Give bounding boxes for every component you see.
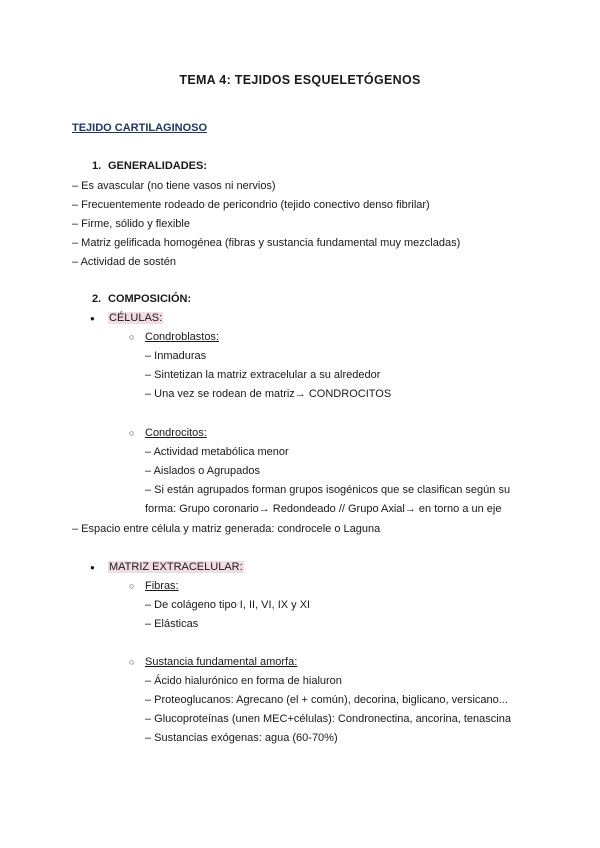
list-item: forma: Grupo coronario→ Redondeado // Grupo Axial→ en torno a un eje [145,503,502,515]
section-1-heading: GENERALIDADES: [108,160,208,172]
list-item: – Matriz gelificada homogénea (fibras y sustancia fundamental muy mezcladas) [72,237,461,249]
list-item: – Ácido hialurónico en forma de hialuron [145,675,342,687]
sub-bullet-icon: ○ [129,657,135,667]
list-item: – Es avascular (no tiene vasos ni nervios) [72,180,276,192]
list-item: – Firme, sólido y flexible [72,218,190,230]
section-heading[interactable]: TEJIDO CARTILAGINOSO [72,122,208,134]
list-item: – Espacio entre célula y matriz generada: condrocele o Laguna [72,523,381,535]
sub-bullet-icon: ○ [129,332,135,342]
list-item: – Si están agrupados forman grupos isogénicos que se clasifican según su [145,484,511,496]
matriz-label: MATRIZ EXTRACELULAR: [109,561,243,573]
page-title: TEMA 4: TEJIDOS ESQUELETÓGENOS [179,73,421,87]
list-item: – De colágeno tipo I, II, VI, IX y XI [145,599,311,611]
section-2-number: 2. [92,293,102,305]
list-item: – Aislados o Agrupados [145,465,260,477]
list-item: – Una vez se rodean de matriz→ CONDROCITOS [145,388,392,400]
sub-bullet-icon: ○ [129,428,135,438]
bullet-icon: ● [90,314,95,323]
list-item: – Elásticas [145,618,199,630]
list-item: – Sintetizan la matriz extracelular a su alrededor [145,369,381,381]
section-1-number: 1. [92,160,102,172]
fibras-label: Fibras: [145,580,179,592]
list-item: – Inmaduras [145,350,207,362]
sustancia-label: Sustancia fundamental amorfa: [145,656,298,668]
condrocitos-label: Condrocitos: [145,427,207,439]
list-item: – Proteoglucanos: Agrecano (el + común), decorina, biglicano, versicano... [145,694,508,706]
condroblastos-label: Condroblastos: [145,331,219,343]
list-item: – Glucoproteínas (unen MEC+células): Condronectina, ancorina, tenascina [145,713,511,725]
list-item: – Actividad de sostén [72,256,176,268]
sub-bullet-icon: ○ [129,581,135,591]
list-item: – Sustancias exógenas: agua (60-70%) [145,732,338,744]
list-item: – Frecuentemente rodeado de pericondrio (tejido conectivo denso fibrilar) [72,199,430,211]
section-2-heading: COMPOSICIÓN: [108,293,192,305]
bullet-icon: ● [90,563,95,572]
celulas-label: CÉLULAS: [109,312,163,324]
list-item: – Actividad metabólica menor [145,446,289,458]
